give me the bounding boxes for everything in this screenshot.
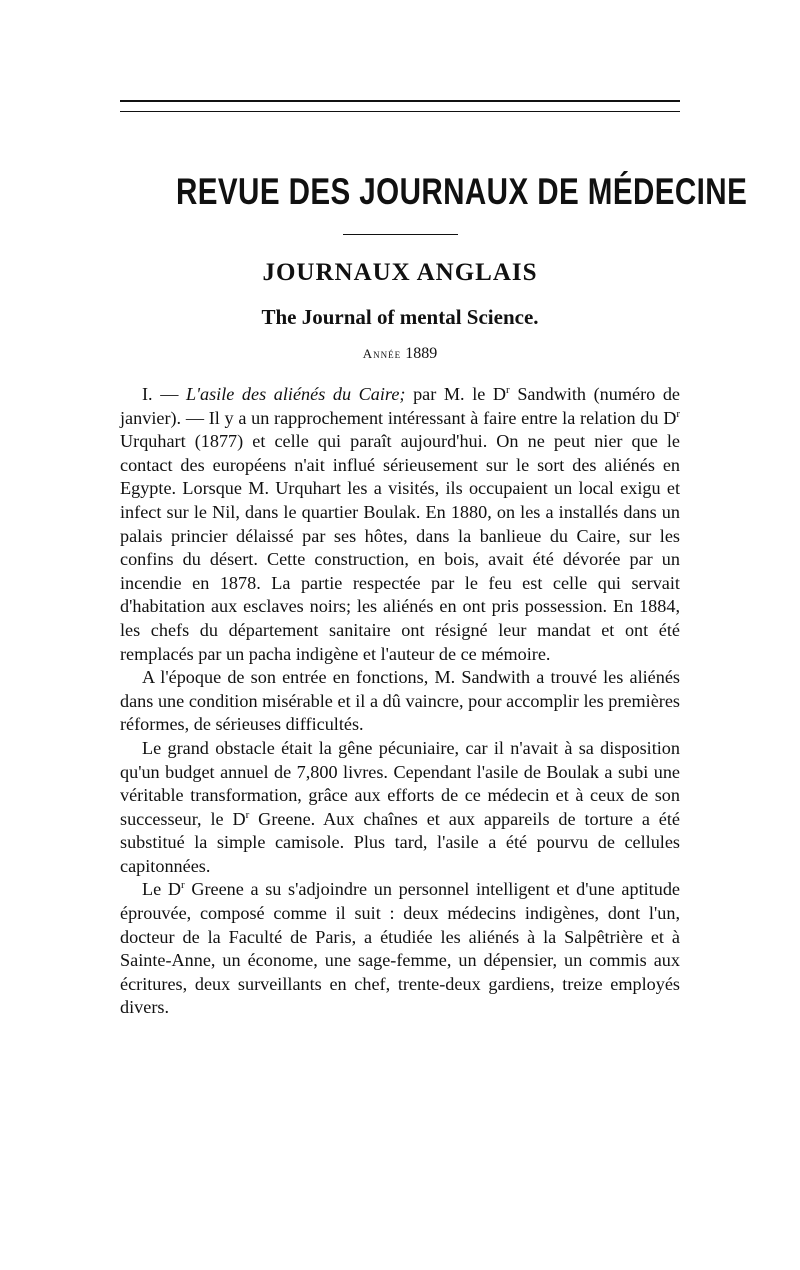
title-divider <box>343 234 458 235</box>
article-body <box>120 383 680 1020</box>
paragraph <box>120 737 680 879</box>
paragraph-text: Le grand obstacle était la gêne pécuniaire, car il n'avait à sa disposition qu'un budget annuel de 7,800 livres. Cependant l'asile de Boulak a subi une véritable transformation, grâce aux efforts de ce médecin et à ceux de son successeur, le D <box>120 737 680 829</box>
article-number: I. — <box>142 384 179 404</box>
paragraph-text: Greene a su s'adjoindre un personnel intelligent et d'une aptitude éprouvée, composé comme il suit : deux médecins indigènes, dont l'un, docteur de la Faculté de Paris, a étudiée les aliénés à la Salpêtrière et à Sainte-Anne, un économe, une sage-femme, un dépensier, un commis aux écritures, deux surveillants en chef, trente-deux gardiens, treize employés divers. <box>120 879 680 1018</box>
year-label: Année <box>362 346 402 361</box>
main-title: REVUE DES JOURNAUX DE MÉDECINE <box>176 171 748 212</box>
header-double-rule <box>120 100 680 112</box>
paragraph: A l'époque de son entrée en fonctions, M. Sandwith a trouvé les aliénés dans une condition misérable et il a dû vaincre, pour accomplir les premières réformes, de sérieuses difficultés. <box>120 667 680 735</box>
year-value: 1889 <box>405 345 438 362</box>
year-line <box>120 343 680 365</box>
paragraph-text: Urquhart (1877) et celle qui paraît aujourd'hui. On ne peut nier que le contact des européens n'ait influé sérieusement sur le sort des aliénés en Egypte. Lorsque M. Urquhart les a visités, ils occupaient un local exigu et infect sur le Nil, dans le quartier Boulak. En 1880, on les a installés dans un palais princier délaissé par ses hôtes, dans la banlieue du Caire, sur les confins du désert. Cette construction, en bois, avait été dévorée par un incendie en 1878. La partie respectée par le feu est celle qui servait d'habitation aux esclaves noirs; les aliénés en ont pris possession. En 1884, les chefs du département sanitaire ont résigné leur mandat et ont été remplacés par un pacha indigène et l'auteur de ce mémoire. <box>120 431 680 664</box>
author-prefix: par M. le D <box>413 384 507 404</box>
page <box>120 100 748 1020</box>
paragraph <box>120 878 680 1020</box>
author-name: Sandwith <box>517 384 587 404</box>
superscript: r <box>180 879 185 892</box>
section-title: JOURNAUX ANGLAIS <box>262 259 538 286</box>
superscript: r <box>506 384 510 396</box>
paragraph-text: Greene. Aux chaînes et aux appareils de torture a été substitué la simple camisole. Plus tard, l'asile a été pourvu de cellules capitonnées. <box>120 808 680 876</box>
paragraph-text: (numéro de janvier). — Il y a un rapprochement intéressant à faire entre la relation du D <box>120 384 680 428</box>
superscript: r <box>245 808 250 821</box>
journal-title: The Journal of mental Science. <box>261 305 539 329</box>
article-title: L'asile des aliénés du Caire; <box>185 384 406 404</box>
paragraph-text: Le D <box>142 879 181 900</box>
paragraph <box>120 383 680 666</box>
superscript: r <box>676 407 680 420</box>
